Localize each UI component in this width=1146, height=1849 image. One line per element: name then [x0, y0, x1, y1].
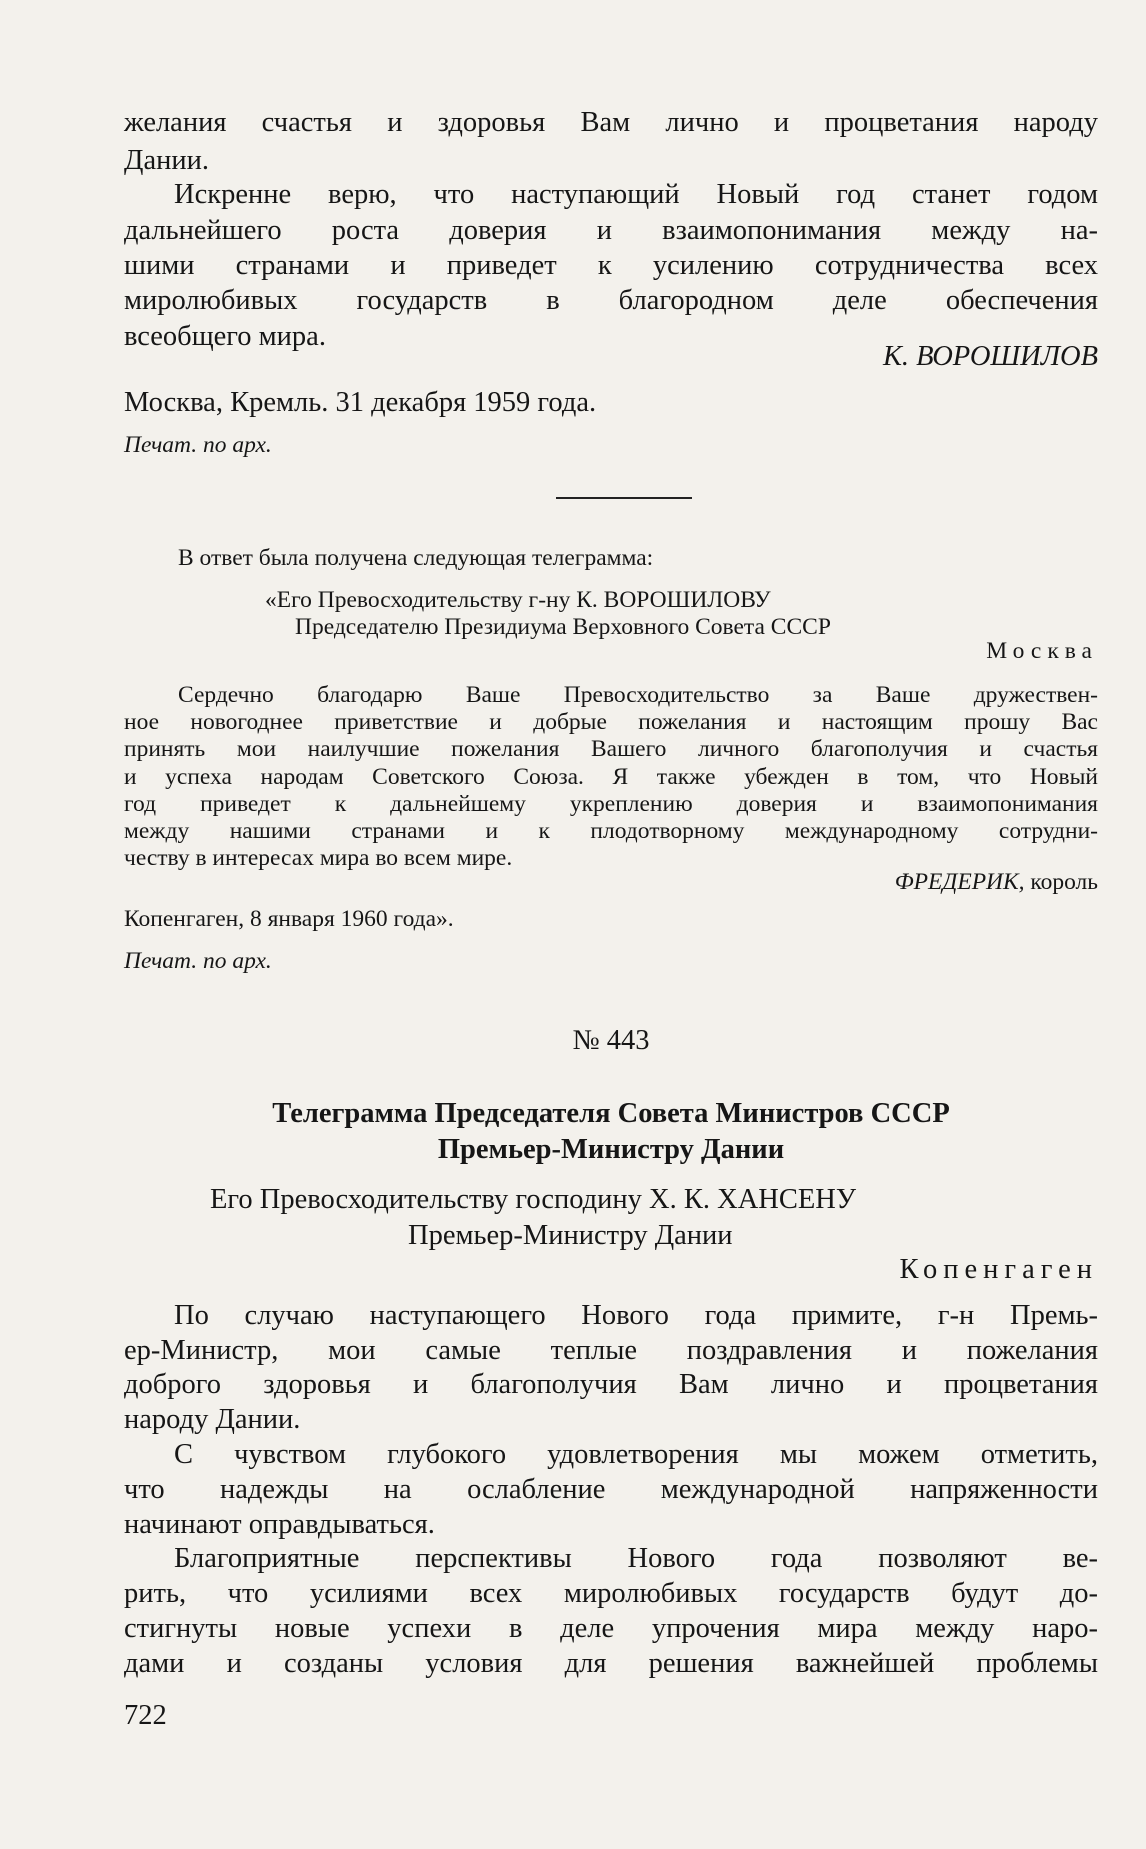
body-line: Благоприятные перспективы Нового года позволяют ве- — [174, 1543, 1098, 1574]
reply-line: принять мои наилучшие пожелания Вашего личного благополучия и счастья — [124, 736, 1098, 762]
addressee-line: Премьер-Министру Дании — [408, 1220, 733, 1251]
reply-line: год приведет к дальнейшему укреплению доверия и взаимопонимания — [124, 791, 1098, 817]
separator-rule — [556, 497, 692, 499]
reply-addressee: «Его Превосходительству г-ну К. ВОРОШИЛОВУ — [265, 587, 771, 613]
reply-place-date: Копенгаген, 8 января 1960 года». — [124, 906, 454, 932]
body-line: желания счастья и здоровья Вам лично и процветания народу — [124, 107, 1098, 138]
place-date: Москва, Кремль. 31 декабря 1959 года. — [124, 387, 597, 418]
addressee-line: Его Превосходительству господину Х. К. ХАНСЕНУ — [210, 1184, 857, 1215]
body-line: Искренне верю, что наступающий Новый год станет годом — [174, 179, 1098, 210]
reply-line: и успеха народам Советского Союза. Я также убежден в том, что Новый — [124, 764, 1098, 790]
city: Копенгаген — [899, 1254, 1098, 1285]
body-line: доброго здоровья и благополучия Вам лично и процветания — [124, 1369, 1098, 1400]
reply-line: честву в интересах мира во всем мире. — [124, 845, 513, 871]
reply-city: Москва — [986, 638, 1098, 664]
body-line: стигнуты новые успехи в деле упрочения мира между наро- — [124, 1613, 1098, 1644]
body-line: Дании. — [124, 145, 209, 176]
reply-line: между нашими странами и к плодотворному международному сотрудни- — [124, 818, 1098, 844]
reply-signature — [124, 867, 1098, 898]
body-line: начинают оправдываться. — [124, 1509, 435, 1540]
body-line: что надежды на ослабление международной напряженности — [124, 1474, 1098, 1505]
body-line: С чувством глубокого удовлетворения мы можем отметить, — [174, 1439, 1098, 1470]
reply-line: Сердечно благодарю Ваше Превосходительство за Ваше дружествен- — [178, 682, 1098, 708]
body-line: ер-Министр, мои самые теплые поздравления и пожелания — [124, 1335, 1098, 1366]
page-number: 722 — [124, 1700, 167, 1731]
body-line: всеобщего мира. — [124, 321, 326, 352]
body-line: миролюбивых государств в благородном деле обеспечения — [124, 285, 1098, 316]
source-note: Печат. по арх. — [124, 432, 272, 458]
body-line: дальнейшего роста доверия и взаимопонимания между на- — [124, 215, 1098, 246]
signature-title: король — [1030, 869, 1098, 895]
reply-addressee: Председателю Президиума Верховного Совета СССР — [295, 614, 831, 640]
reply-intro: В ответ была получена следующая телеграмма: — [178, 545, 654, 571]
document-number: № 443 — [572, 1025, 650, 1056]
document-title: Телеграмма Председателя Совета Министров СССР — [272, 1098, 950, 1129]
body-line: рить, что усилиями всех миролюбивых государств будут до- — [124, 1578, 1098, 1609]
signature-frederik: ФРЕДЕРИК, — [894, 869, 1025, 895]
body-line: народу Дании. — [124, 1404, 301, 1435]
signature-voroshilov: К. ВОРОШИЛОВ — [882, 341, 1098, 372]
source-note: Печат. по арх. — [124, 948, 272, 974]
reply-line: ное новогоднее приветствие и добрые пожелания и настоящим прошу Вас — [124, 709, 1098, 735]
body-line: дами и созданы условия для решения важнейшей проблемы — [124, 1648, 1098, 1679]
body-line: шими странами и приведет к усилению сотрудничества всех — [124, 250, 1098, 281]
body-line: По случаю наступающего Нового года примите, г-н Премь- — [174, 1300, 1098, 1331]
document-title: Премьер-Министру Дании — [437, 1134, 785, 1165]
